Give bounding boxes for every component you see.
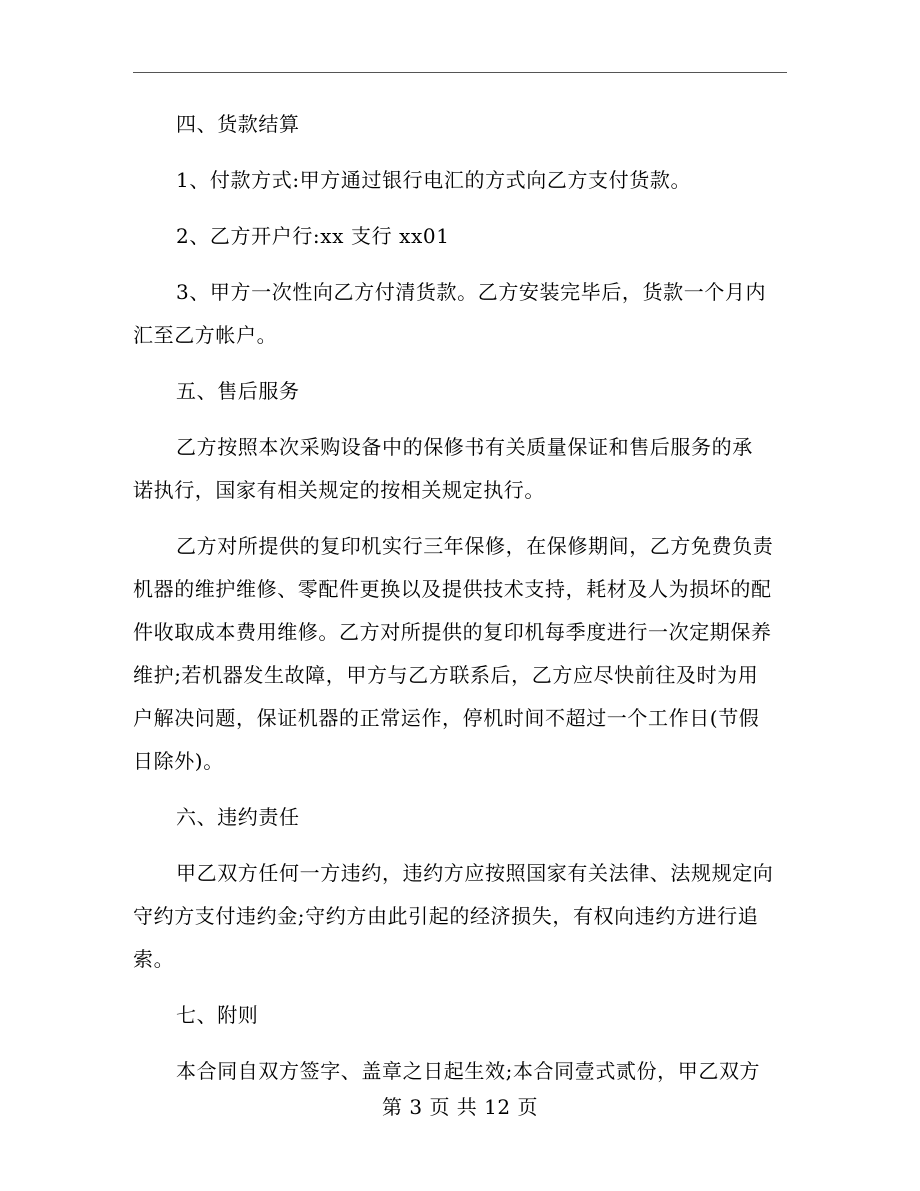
text-line: 机器的维护维修、零配件更换以及提供技术支持，耗材及人为损坏的配 [133,577,772,601]
text-line: 乙方按照本次采购设备中的保修书有关质量保证和售后服务的承 [176,435,753,459]
section-heading-breach [133,796,787,839]
text-line: 件收取成本费用维修。乙方对所提供的复印机每季度进行一次定期保养 [133,620,772,644]
text-line: 3、甲方一次性向乙方付清货款。乙方安装完毕后，货款一个月内 [176,280,767,304]
text-line: 本合同自双方签字、盖章之日起生效;本合同壹式贰份，甲乙双方 [176,1059,761,1083]
text-line: 五、售后服务 [176,379,300,403]
effectiveness-clause [133,1050,787,1093]
payment-timing-clause [133,271,787,357]
breach-liability-clause [133,852,787,981]
text-line: 维护;若机器发生故障，甲方与乙方联系后，乙方应尽快前往及时为用 [133,663,759,687]
bank-account-clause [133,215,787,258]
section-heading-payment [133,103,787,146]
text-line: 甲乙双方任何一方违约，违约方应按照国家有关法律、法规规定向 [176,861,774,885]
warranty-details-clause [133,525,787,783]
document-body [133,103,787,1093]
text-line: 1、付款方式:甲方通过银行电汇的方式向乙方支付货款。 [176,168,692,192]
payment-method-clause [133,159,787,202]
text-line: 户解决问题，保证机器的正常运作，停机时间不超过一个工作日(节假 [133,706,760,730]
text-line: 七、附则 [176,1003,259,1027]
text-line: 2、乙方开户行:xx 支行 xx01 [176,224,450,248]
page-number-footer: 第 3 页 共 12 页 [382,1095,538,1119]
text-line: 守约方支付违约金;守约方由此引起的经济损失，有权向违约方进行追 [133,904,759,928]
text-line: 乙方对所提供的复印机实行三年保修，在保修期间，乙方免费负责 [176,534,774,558]
text-line: 六、违约责任 [176,805,300,829]
text-line: 诺执行，国家有相关规定的按相关规定执行。 [133,478,545,502]
header-rule [133,72,787,73]
text-line: 索。 [133,947,175,971]
text-line: 汇至乙方帐户。 [133,323,278,347]
section-heading-after-sales [133,370,787,413]
section-heading-supplementary [133,994,787,1037]
text-line: 四、货款结算 [176,112,300,136]
text-line: 日除外)。 [133,749,224,773]
warranty-commitment-clause [133,426,787,512]
